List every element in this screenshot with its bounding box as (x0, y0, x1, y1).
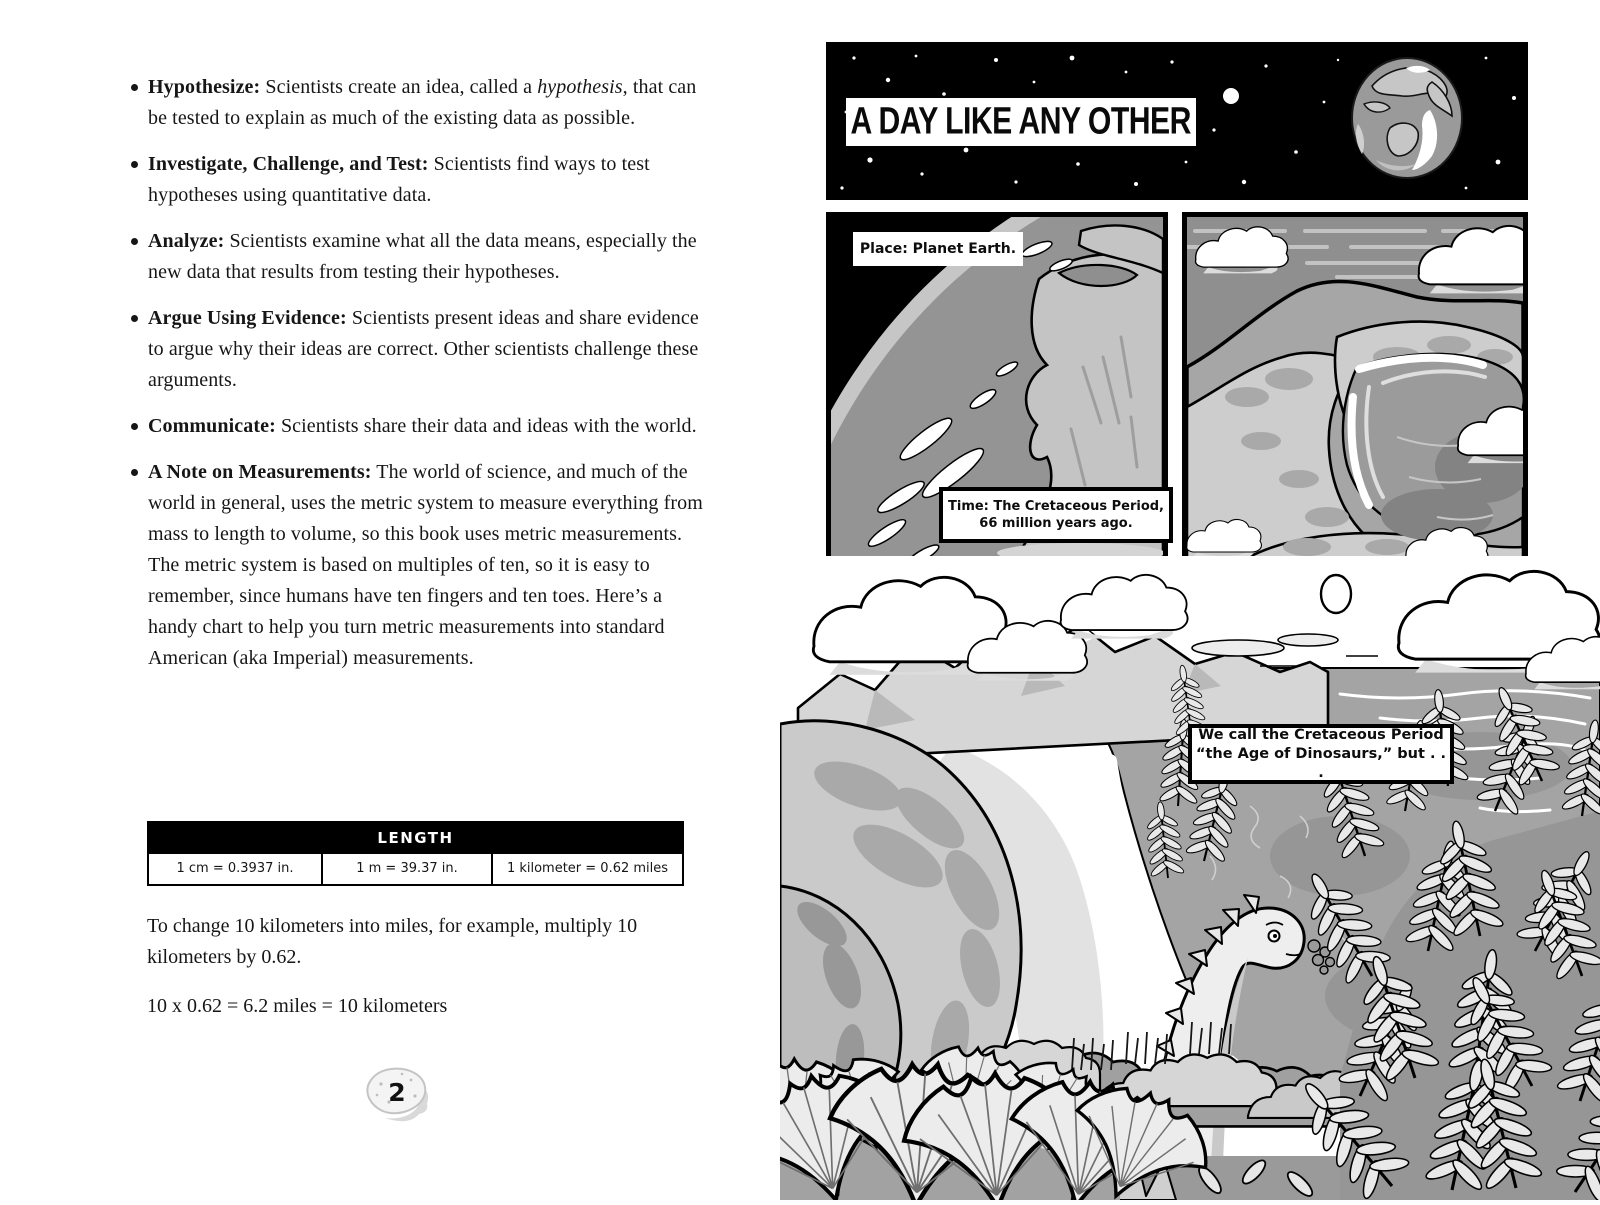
bullet-text: Scientists share their data and ideas with the world. (275, 415, 697, 437)
caption-narr-line2: “the Age of Dinosaurs,” but . . . (1195, 745, 1447, 781)
bullet-dot (131, 84, 138, 91)
bullet-text: The world of science, and much of the world in general, uses the metric system to measure everything from mass to length to volume, so this book uses metric measurements. The metric system is based on multiples of ten, so it is easy to remember, since humans have ten fingers and ten toes. Here’s a handy chart to help you turn metric measurements into standard American (aka Imperial) measurements. (148, 461, 703, 669)
caption-narr-line1: We call the Cretaceous Period (1198, 726, 1444, 743)
list-item-communicate (126, 411, 714, 442)
conversion-equation: 10 x 0.62 = 6.2 miles = 10 kilometers (147, 995, 448, 1017)
bullet-dot (131, 161, 138, 168)
bullet-text: Scientists find ways to test hypotheses using quantitative data. (148, 153, 650, 206)
bullet-term: Analyze: (148, 230, 225, 252)
table-cell-m: 1 m = 39.37 in. (323, 854, 493, 884)
cretaceous-shore-scene (780, 556, 1600, 1200)
bullet-italic: hypothesis (537, 76, 623, 98)
page-number: 2 (388, 1078, 406, 1107)
moon (1321, 575, 1351, 613)
list-item-argue (126, 303, 714, 396)
chapter-title-box (846, 98, 1196, 146)
moon-dot (1223, 88, 1239, 104)
caption-place (853, 232, 1023, 266)
caption-place-text: Place: Planet Earth. (859, 241, 1017, 257)
bullet-term: Argue Using Evidence: (148, 307, 347, 329)
panel-earth-space (826, 212, 1168, 563)
list-item-hypothesize (126, 72, 714, 134)
list-item-measurements (126, 457, 714, 674)
table-cell-km: 1 kilometer = 0.62 miles (506, 861, 669, 876)
page-number-rock (355, 1062, 441, 1124)
bullet-text: Scientists examine what all the data means, especially the new data that results from testing their hypotheses. (148, 230, 697, 283)
list-item-analyze (126, 226, 714, 288)
bullet-term: Investigate, Challenge, and Test: (148, 153, 429, 175)
title-banner-panel (826, 42, 1528, 200)
bullet-term: A Note on Measurements: (148, 461, 372, 483)
bullet-text: , that can be tested to explain as much of the existing data as possible. (148, 76, 697, 129)
bullet-term: Communicate: (148, 415, 276, 437)
chapter-title: A DAY LIKE ANY OTHER (850, 100, 1192, 143)
shore-art (780, 556, 1600, 1200)
coastline-art (1187, 217, 1523, 558)
caption-time-line2: 66 million years ago. (979, 516, 1133, 531)
bullet-text: Scientists create an idea, called a (260, 76, 538, 98)
table-header: LENGTH (149, 823, 682, 854)
table-row (149, 854, 682, 884)
caption-narration (1188, 724, 1454, 784)
conversion-paragraph: To change 10 kilometers into miles, for example, multiply 10 kilometers by 0.62. (147, 915, 638, 968)
caption-time-line1: Time: The Cretaceous Period, (948, 499, 1164, 514)
panel-coastline-aerial (1182, 212, 1528, 563)
bullet-term: Hypothesize: (148, 76, 261, 98)
caption-time (939, 487, 1173, 543)
bullet-dot (131, 469, 138, 476)
length-conversion-table (147, 821, 684, 886)
list-item-investigate (126, 149, 714, 211)
bullet-dot (131, 315, 138, 322)
bullet-dot (131, 423, 138, 430)
table-cell-cm: 1 cm = 0.3937 in. (149, 854, 323, 884)
bullet-dot (131, 238, 138, 245)
science-method-list (126, 72, 714, 689)
earth-illustration (1346, 52, 1468, 186)
bullet-text: Scientists present ideas and share evidence to argue why their ideas are correct. Other scientists challenge these arguments. (148, 307, 699, 391)
